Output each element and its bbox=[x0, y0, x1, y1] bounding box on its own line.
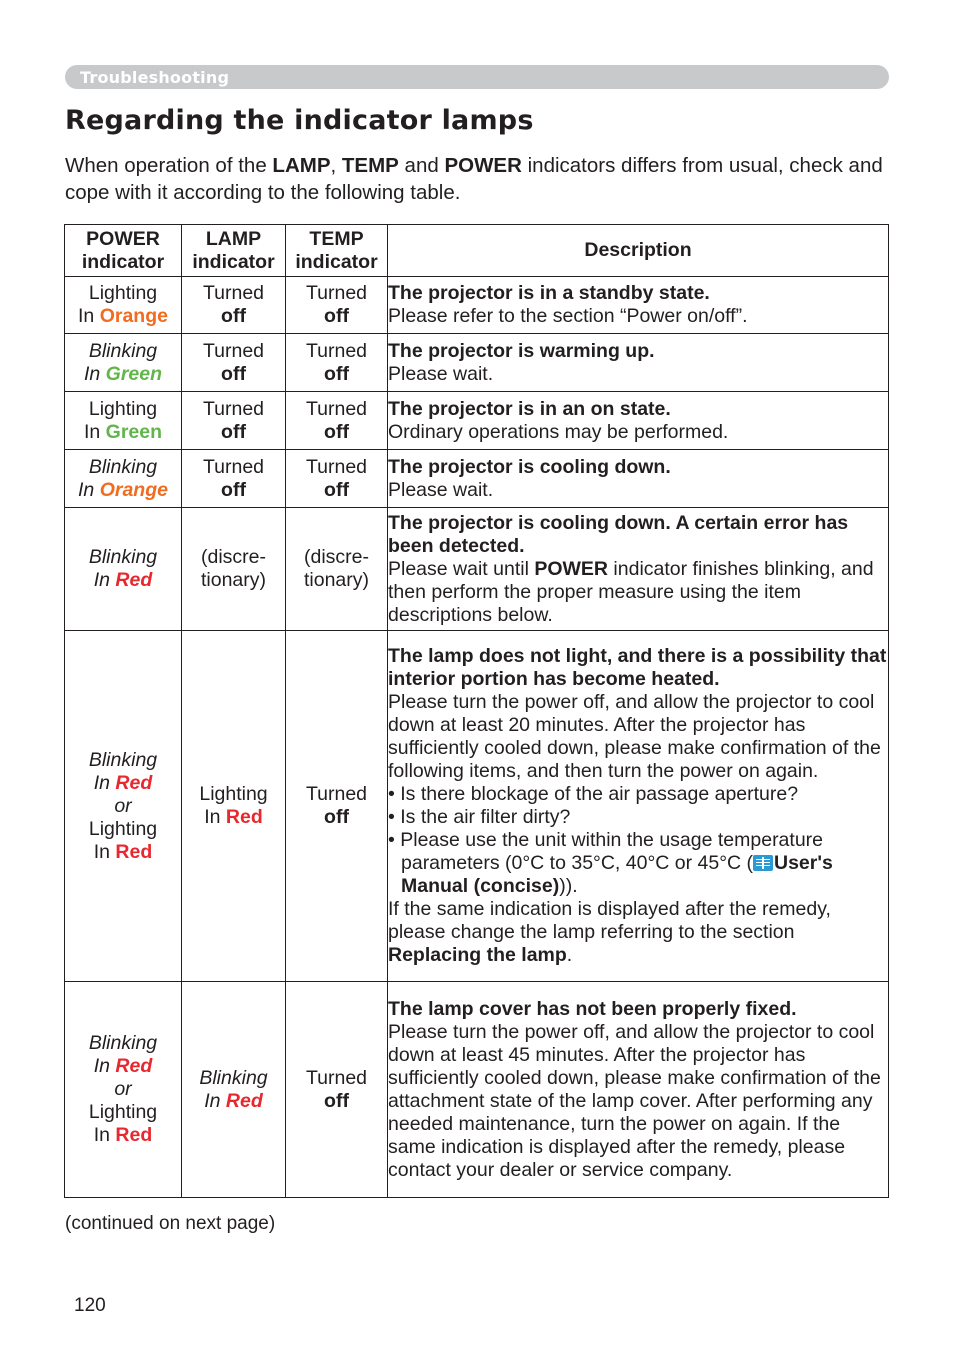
intro-power: POWER bbox=[444, 154, 522, 177]
page-number: 120 bbox=[74, 1295, 106, 1316]
intro-text: and bbox=[398, 154, 445, 177]
temp-cell: Turned off bbox=[286, 631, 388, 982]
temp-cell: Turned off bbox=[286, 277, 388, 334]
description-cell: The lamp cover has not been properly fixed. Please turn the power off, and allow the projector to cool down at least 45 minutes. After the projector has sufficiently cooled down, please make confirmation of the attachment state of the lamp cover. After performing any needed maintenance, turn the power on again. If the same indication is displayed after the remedy, please contact your dealer or service company. bbox=[388, 982, 889, 1198]
table-row bbox=[65, 508, 889, 631]
temp-cell: Turned off bbox=[286, 334, 388, 392]
header-temp: TEMP indicator bbox=[286, 225, 388, 277]
lamp-cell: Turned off bbox=[182, 334, 286, 392]
header-description: Description bbox=[388, 225, 889, 277]
section-header-bar bbox=[65, 65, 889, 89]
description-cell: The lamp does not light, and there is a possibility that interior portion has become heated. Please turn the power off, and allow the projector to cool down at least 20 minutes. After the projector has sufficiently cooled down, please make confirmation of the following items, and then turn the power on again. • Is there blockage of the air passage aperture? • Is the air filter dirty? • Please use the unit within the usage temperature parameters (0°C to 35°C, 40°C or 45°C ( User's Manual (concise))). If the same indication is displayed after the remedy, please change the lamp referring to the section Replacing the lamp. bbox=[388, 631, 889, 982]
lamp-cell: Lighting In Red bbox=[182, 631, 286, 982]
continued-note: (continued on next page) bbox=[65, 1213, 276, 1234]
intro-text: When operation of the bbox=[65, 154, 273, 177]
table-row bbox=[65, 277, 889, 334]
power-cell: Blinking In Red or Lighting In Red bbox=[65, 631, 182, 982]
temp-cell: Turned off bbox=[286, 392, 388, 450]
lamp-cell: (discre- tionary) bbox=[182, 508, 286, 631]
power-cell: Blinking In Red or Lighting In Red bbox=[65, 982, 182, 1198]
page-title: Regarding the indicator lamps bbox=[65, 105, 534, 136]
table-header-row bbox=[65, 225, 889, 277]
table-row bbox=[65, 631, 889, 982]
power-cell: Lighting In Green bbox=[65, 392, 182, 450]
intro-text: , bbox=[330, 154, 342, 177]
power-cell: Lighting In Orange bbox=[65, 277, 182, 334]
power-cell: Blinking In Orange bbox=[65, 450, 182, 508]
temp-cell: Turned off bbox=[286, 450, 388, 508]
description-cell: The projector is in a standby state. Please refer to the section “Power on/off”. bbox=[388, 277, 889, 334]
manual-reference: User's Manual (concise) bbox=[401, 852, 833, 897]
table-row bbox=[65, 392, 889, 450]
temp-cell: (discre- tionary) bbox=[286, 508, 388, 631]
lamp-cell: Turned off bbox=[182, 277, 286, 334]
header-lamp: LAMP indicator bbox=[182, 225, 286, 277]
section-label: Troubleshooting bbox=[80, 68, 230, 87]
intro-text: indicators differs from usual, check and cope with it according to the following table. bbox=[65, 154, 883, 204]
indicator-table bbox=[64, 224, 889, 1198]
temp-cell: Turned off bbox=[286, 982, 388, 1198]
description-cell: The projector is cooling down. Please wait. bbox=[388, 450, 889, 508]
header-power: POWER indicator bbox=[65, 225, 182, 277]
description-cell: The projector is in an on state. Ordinary operations may be performed. bbox=[388, 392, 889, 450]
lamp-cell: Turned off bbox=[182, 392, 286, 450]
power-cell: Blinking In Green bbox=[65, 334, 182, 392]
book-icon bbox=[753, 855, 773, 871]
table-row bbox=[65, 334, 889, 392]
description-cell: The projector is warming up. Please wait. bbox=[388, 334, 889, 392]
lamp-cell: Turned off bbox=[182, 450, 286, 508]
intro-temp: TEMP bbox=[341, 154, 399, 177]
description-cell: The projector is cooling down. A certain error has been detected. Please wait until POWER indicator finishes blinking, and then perform the proper measure using the item descriptions below. bbox=[388, 508, 889, 631]
table-row bbox=[65, 450, 889, 508]
intro-paragraph bbox=[65, 152, 895, 206]
intro-lamp: LAMP bbox=[272, 154, 331, 177]
table-row bbox=[65, 982, 889, 1198]
lamp-cell: Blinking In Red bbox=[182, 982, 286, 1198]
power-cell: Blinking In Red bbox=[65, 508, 182, 631]
